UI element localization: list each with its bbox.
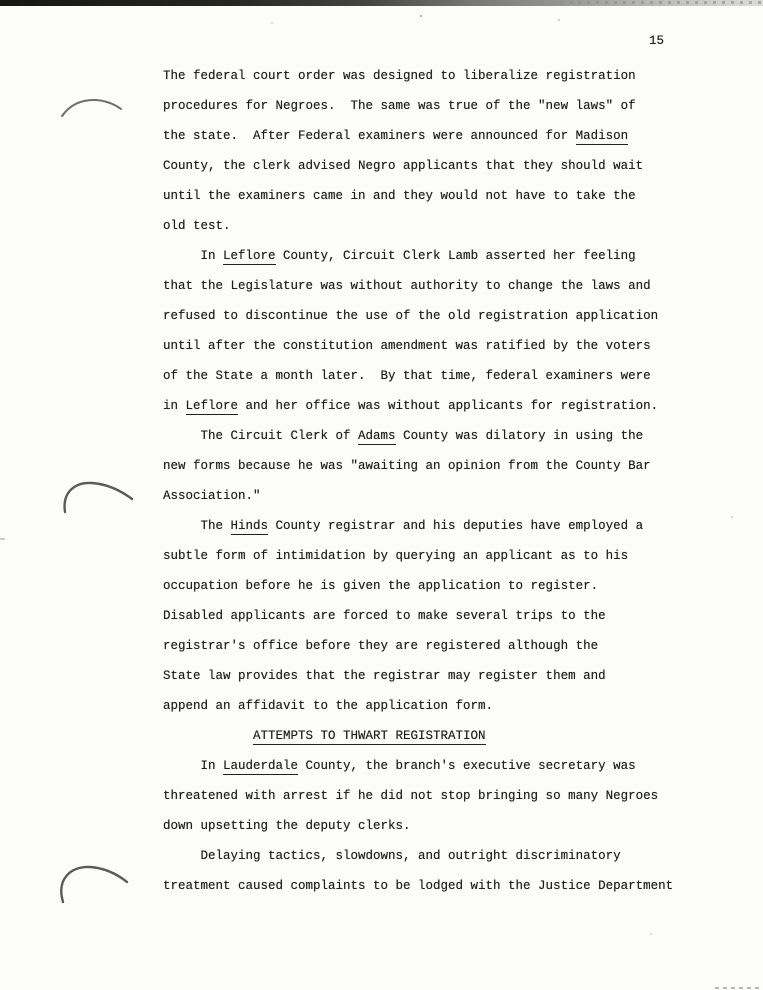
underlined-text: Leflore xyxy=(185,399,239,413)
text-segment: Association." xyxy=(163,489,261,503)
text-line xyxy=(163,361,673,391)
scan-speck xyxy=(558,19,560,21)
section-heading xyxy=(163,721,673,751)
scan-edge-dots xyxy=(533,1,763,4)
scan-speck xyxy=(731,516,733,518)
text-segment: Disabled applicants are forced to make several trips to the xyxy=(163,609,606,623)
margin-arc-mark-icon xyxy=(58,96,126,120)
text-line xyxy=(163,511,673,541)
text-line xyxy=(163,211,673,241)
text-segment: append an affidavit to the application form. xyxy=(163,699,494,713)
text-segment: threatened with arrest if he did not stop bringing so many Negroes xyxy=(163,789,659,803)
text-segment: In xyxy=(163,759,224,773)
underlined-text: ATTEMPTS TO THWART REGISTRATION xyxy=(253,729,486,743)
underlined-text: Lauderdale xyxy=(223,759,299,773)
text-line xyxy=(163,601,673,631)
text-line xyxy=(163,541,673,571)
text-segment: State law provides that the registrar may register them and xyxy=(163,669,606,683)
scan-speck xyxy=(0,538,5,540)
underlined-text: Hinds xyxy=(230,519,269,533)
text-segment: County, the clerk advised Negro applicants that they should wait xyxy=(163,159,644,173)
text-line xyxy=(163,301,673,331)
text-line xyxy=(163,121,673,151)
text-line xyxy=(163,181,673,211)
text-segment: until the examiners came in and they would not have to take the xyxy=(163,189,636,203)
underlined-text: Adams xyxy=(358,429,396,443)
text-segment: occupation before he is given the application to register. xyxy=(163,579,599,593)
text-line xyxy=(163,571,673,601)
scan-edge-bottom xyxy=(715,987,761,989)
paragraph xyxy=(163,241,673,421)
paragraph xyxy=(163,841,673,901)
text-segment: subtle form of intimidation by querying an applicant as to his xyxy=(163,549,629,563)
text-segment: County was dilatory in using the xyxy=(395,429,644,443)
text-line xyxy=(163,331,673,361)
text-line xyxy=(163,751,673,781)
underlined-text: Madison xyxy=(575,129,629,143)
text-line xyxy=(163,871,673,901)
paragraph xyxy=(163,421,673,511)
text-line xyxy=(163,631,673,661)
text-segment: down upsetting the deputy clerks. xyxy=(163,819,411,833)
text-segment: and her office was without applicants for registration. xyxy=(238,399,659,413)
text-segment: The Circuit Clerk of xyxy=(163,429,359,443)
paragraph xyxy=(163,511,673,721)
text-segment: In xyxy=(163,249,224,263)
page-number: 15 xyxy=(649,34,665,48)
scan-speck xyxy=(420,15,422,17)
text-segment: County registrar and his deputies have employed a xyxy=(268,519,644,533)
text-segment xyxy=(163,729,253,743)
text-segment: registrar's office before they are registered although the xyxy=(163,639,599,653)
text-segment: until after the constitution amendment was ratified by the voters xyxy=(163,339,651,353)
text-segment: County, Circuit Clerk Lamb asserted her feeling xyxy=(275,249,636,263)
margin-arc-mark-icon xyxy=(55,861,135,905)
text-line xyxy=(163,811,673,841)
text-segment: old test. xyxy=(163,219,231,233)
text-line xyxy=(163,661,673,691)
scan-speck xyxy=(271,22,273,24)
text-line xyxy=(163,721,673,751)
text-segment: of the State a month later. By that time, federal examiners were xyxy=(163,369,651,383)
text-segment: Delaying tactics, slowdowns, and outright discriminatory xyxy=(163,849,621,863)
text-segment: County, the branch's executive secretary was xyxy=(298,759,636,773)
text-segment: the state. After Federal examiners were announced for xyxy=(163,129,576,143)
text-line xyxy=(163,421,673,451)
text-segment: The federal court order was designed to liberalize registration xyxy=(163,69,636,83)
margin-arc-mark-icon xyxy=(60,479,138,515)
text-flow xyxy=(163,61,673,901)
text-line xyxy=(163,271,673,301)
text-line xyxy=(163,151,673,181)
text-segment: procedures for Negroes. The same was true of the "new laws" of xyxy=(163,99,636,113)
text-segment: that the Legislature was without authority to change the laws and xyxy=(163,279,651,293)
paragraph xyxy=(163,61,673,241)
text-segment: The xyxy=(163,519,231,533)
text-segment: new forms because he was "awaiting an opinion from the County Bar xyxy=(163,459,651,473)
text-segment: treatment caused complaints to be lodged with the Justice Department xyxy=(163,879,674,893)
text-segment: in xyxy=(163,399,186,413)
text-line xyxy=(163,451,673,481)
text-line xyxy=(163,241,673,271)
text-line xyxy=(163,481,673,511)
text-segment: refused to discontinue the use of the old registration application xyxy=(163,309,659,323)
text-line xyxy=(163,61,673,91)
scan-speck xyxy=(650,933,652,935)
underlined-text: Leflore xyxy=(223,249,276,263)
text-line xyxy=(163,781,673,811)
text-line xyxy=(163,391,673,421)
paragraph xyxy=(163,751,673,841)
text-line xyxy=(163,691,673,721)
text-line xyxy=(163,91,673,121)
text-line xyxy=(163,841,673,871)
